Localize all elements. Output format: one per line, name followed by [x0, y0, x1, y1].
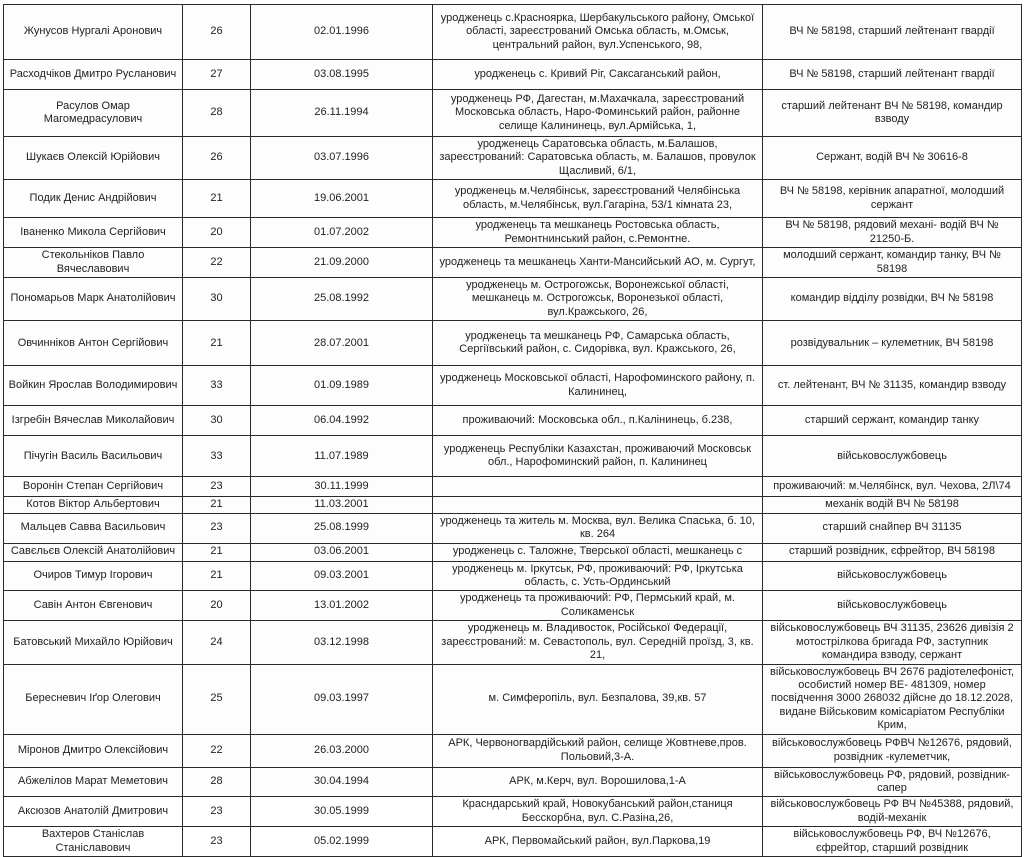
- cell-dob: 28.07.2001: [251, 321, 433, 366]
- cell-service: військовослужбовець РФ, ВЧ №12676, єфрейтор, старший розвідник: [763, 827, 1022, 857]
- table-row: [4, 734, 1022, 767]
- cell-place: АРК, м.Керч, вул. Ворошилова,1-А: [433, 767, 763, 797]
- cell-age: 27: [183, 60, 251, 90]
- table-row: [4, 218, 1022, 248]
- cell-name: Вахтеров Станіслав Станіславович: [4, 827, 183, 857]
- cell-age: 21: [183, 321, 251, 366]
- cell-name: Міронов Дмитро Олексійович: [4, 734, 183, 767]
- cell-dob: 03.06.2001: [251, 543, 433, 561]
- cell-service: військовослужбовець ВЧ 2676 радіотелефоніст, особистий номер ВЕ- 481309, номер посвідчення 3000 268032 дійсне до 18.12.2028, видане Військовим комісаріатом Республіки Крим,: [763, 664, 1022, 734]
- cell-service: ВЧ № 58198, старший лейтенант гвардії: [763, 60, 1022, 90]
- table-row: [4, 767, 1022, 797]
- cell-dob: 11.07.1989: [251, 436, 433, 477]
- cell-age: 26: [183, 5, 251, 60]
- cell-place: АРК, Первомайський район, вул.Паркова,19: [433, 827, 763, 857]
- table-row: [4, 436, 1022, 477]
- cell-age: 23: [183, 477, 251, 497]
- cell-service: військовослужбовець: [763, 436, 1022, 477]
- cell-name: Шукаєв Олексій Юрійович: [4, 137, 183, 180]
- cell-dob: 25.08.1999: [251, 513, 433, 543]
- cell-place: уродженець с. Кривий Ріг, Саксаганський район,: [433, 60, 763, 90]
- cell-name: Подик Денис Андрійович: [4, 180, 183, 218]
- cell-service: Сержант, водій ВЧ № 30616-8: [763, 137, 1022, 180]
- cell-name: Бересневич Іґор Олегович: [4, 664, 183, 734]
- cell-age: 20: [183, 591, 251, 621]
- cell-place: уродженець та мешканець РФ, Самарська область, Сергіївський район, с. Сидорівка, вул. Кражського, 26,: [433, 321, 763, 366]
- cell-service: старший снайпер ВЧ 31135: [763, 513, 1022, 543]
- table-row: [4, 513, 1022, 543]
- table-row: [4, 180, 1022, 218]
- cell-name: Абжелілов Марат Меметович: [4, 767, 183, 797]
- cell-name: Стекольніков Павло Вячеславович: [4, 248, 183, 278]
- cell-place: уродженець Саратовська область, м.Балашов, зареєстрований: Саратовська область, м. Балашов, провулок Щасливий, 6/1,: [433, 137, 763, 180]
- cell-name: Котов Віктор Альбертович: [4, 497, 183, 513]
- cell-service: командир відділу розвідки, ВЧ № 58198: [763, 278, 1022, 321]
- cell-age: 28: [183, 90, 251, 137]
- cell-name: Савін Антон Євгенович: [4, 591, 183, 621]
- table-row: [4, 90, 1022, 137]
- cell-name: Расулов Омар Магомедрасулович: [4, 90, 183, 137]
- table-row: [4, 827, 1022, 857]
- cell-dob: 11.03.2001: [251, 497, 433, 513]
- cell-age: 21: [183, 543, 251, 561]
- cell-name: Іваненко Микола Сергійович: [4, 218, 183, 248]
- cell-name: Пономарьов Марк Анатолійович: [4, 278, 183, 321]
- cell-service: військовослужбовець: [763, 561, 1022, 591]
- personnel-table-body: [4, 5, 1022, 857]
- table-row: [4, 664, 1022, 734]
- cell-service: військовослужбовець ВЧ 31135, 23626 дивізія 2 мотострілкова бригада РФ, заступник командира взводу, сержант: [763, 621, 1022, 664]
- cell-service: старший сержант, командир танку: [763, 406, 1022, 436]
- cell-place: проживаючий: Московська обл., п.Калінинець, б.238,: [433, 406, 763, 436]
- table-row: [4, 366, 1022, 406]
- cell-name: Аксюзов Анатолій Дмитрович: [4, 797, 183, 827]
- cell-dob: 01.07.2002: [251, 218, 433, 248]
- table-row: [4, 278, 1022, 321]
- cell-age: 21: [183, 497, 251, 513]
- cell-dob: 21.09.2000: [251, 248, 433, 278]
- cell-dob: 19.06.2001: [251, 180, 433, 218]
- cell-service: розвідувальник – кулеметник, ВЧ 58198: [763, 321, 1022, 366]
- cell-name: Пічугін Василь Васильович: [4, 436, 183, 477]
- table-row: [4, 561, 1022, 591]
- cell-dob: 30.05.1999: [251, 797, 433, 827]
- cell-age: 20: [183, 218, 251, 248]
- cell-name: Ізгребін Вячеслав Миколайович: [4, 406, 183, 436]
- personnel-table: [3, 4, 1022, 857]
- cell-service: ст. лейтенант, ВЧ № 31135, командир взводу: [763, 366, 1022, 406]
- cell-name: Расходчіков Дмитро Русланович: [4, 60, 183, 90]
- cell-place: уродженець РФ, Дагестан, м.Махачкала, зареєстрований Московська область, Наро-Фоминський район, районне селище Калининець, вул.Армійська, 1,: [433, 90, 763, 137]
- cell-place: уродженець м. Острогожськ, Воронежської області, мешканець м. Острогожськ, Воронезької області, вул.Кражського, 26,: [433, 278, 763, 321]
- cell-dob: 26.11.1994: [251, 90, 433, 137]
- cell-place: уродженець м. Іркутськ, РФ, проживаючий: РФ, Іркутська область, с. Усть-Ординський: [433, 561, 763, 591]
- cell-dob: 03.08.1995: [251, 60, 433, 90]
- table-row: [4, 60, 1022, 90]
- cell-service: ВЧ № 58198, старший лейтенант гвардії: [763, 5, 1022, 60]
- cell-service: військовослужбовець РФ ВЧ №45388, рядовий, водій-механік: [763, 797, 1022, 827]
- table-row: [4, 137, 1022, 180]
- cell-place: [433, 497, 763, 513]
- cell-age: 30: [183, 278, 251, 321]
- cell-age: 23: [183, 513, 251, 543]
- table-row: [4, 591, 1022, 621]
- cell-name: Батовський Михайло Юрійович: [4, 621, 183, 664]
- cell-dob: 02.01.1996: [251, 5, 433, 60]
- cell-dob: 06.04.1992: [251, 406, 433, 436]
- cell-service: старший лейтенант ВЧ № 58198, командир взводу: [763, 90, 1022, 137]
- table-row: [4, 477, 1022, 497]
- cell-dob: 01.09.1989: [251, 366, 433, 406]
- cell-age: 26: [183, 137, 251, 180]
- cell-dob: 09.03.1997: [251, 664, 433, 734]
- cell-dob: 09.03.2001: [251, 561, 433, 591]
- cell-place: уродженець Республіки Казахстан, проживаючий Московськ обл., Нарофоминский район, п. Калининец: [433, 436, 763, 477]
- cell-service: ВЧ № 58198, керівник апаратної, молодший сержант: [763, 180, 1022, 218]
- cell-age: 23: [183, 797, 251, 827]
- cell-place: уродженець Московської області, Нарофоминского району, п. Калининец,: [433, 366, 763, 406]
- table-row: [4, 406, 1022, 436]
- cell-place: уродженець м. Владивосток, Російської Федерації, зареєстрований: м. Севастополь, вул. Середній проїзд, 3, кв. 21,: [433, 621, 763, 664]
- table-row: [4, 248, 1022, 278]
- cell-place: уродженець с.Красноярка, Шербакульського району, Омської області, зареєстрований Омська область, м.Омськ, центральний район, вул.Успенського, 98,: [433, 5, 763, 60]
- cell-place: м. Симферопіль, вул. Безпалова, 39,кв. 57: [433, 664, 763, 734]
- cell-age: 30: [183, 406, 251, 436]
- cell-name: Очиров Тимур Ігорович: [4, 561, 183, 591]
- cell-age: 22: [183, 734, 251, 767]
- cell-dob: 03.12.1998: [251, 621, 433, 664]
- table-row: [4, 497, 1022, 513]
- cell-age: 25: [183, 664, 251, 734]
- cell-dob: 03.07.1996: [251, 137, 433, 180]
- cell-name: Жунусов Нургалі Аронович: [4, 5, 183, 60]
- cell-age: 22: [183, 248, 251, 278]
- cell-place: уродженець с. Таложне, Тверської області, мешканець с: [433, 543, 763, 561]
- table-row: [4, 321, 1022, 366]
- cell-name: Овчинніков Антон Сергійович: [4, 321, 183, 366]
- cell-place: уродженець м.Челябінськ, зареєстрований Челябінська область, м.Челябінськ, вул.Гагаріна, 53/1 кімната 23,: [433, 180, 763, 218]
- cell-name: Мальцев Савва Васильович: [4, 513, 183, 543]
- cell-age: 24: [183, 621, 251, 664]
- cell-service: молодший сержант, командир танку, ВЧ № 58198: [763, 248, 1022, 278]
- cell-place: уродженець та мешканець Ханти-Мансийський АО, м. Сургут,: [433, 248, 763, 278]
- cell-service: військовослужбовець РФ, рядовий, розвідник-сапер: [763, 767, 1022, 797]
- cell-dob: 30.04.1994: [251, 767, 433, 797]
- cell-place: [433, 477, 763, 497]
- cell-service: військовослужбовець: [763, 591, 1022, 621]
- cell-name: Войкин Ярослав Володимирович: [4, 366, 183, 406]
- document-page: [0, 4, 1024, 854]
- cell-service: військовослужбовець РФВЧ №12676, рядовий, розвідник -кулеметчик,: [763, 734, 1022, 767]
- cell-dob: 13.01.2002: [251, 591, 433, 621]
- cell-age: 28: [183, 767, 251, 797]
- cell-age: 33: [183, 366, 251, 406]
- cell-age: 21: [183, 180, 251, 218]
- cell-dob: 05.02.1999: [251, 827, 433, 857]
- cell-service: механік водій ВЧ № 58198: [763, 497, 1022, 513]
- cell-name: Савєльєв Олексій Анатолійович: [4, 543, 183, 561]
- cell-age: 33: [183, 436, 251, 477]
- cell-place: уродженець та мешканець Ростовська область, Ремонтнинський район, с.Ремонтне.: [433, 218, 763, 248]
- cell-place: АРК, Червоногвардійський район, селище Жовтневе,пров. Польовий,3-А.: [433, 734, 763, 767]
- cell-age: 23: [183, 827, 251, 857]
- cell-service: старший розвідник, єфрейтор, ВЧ 58198: [763, 543, 1022, 561]
- cell-name: Воронін Степан Сергійович: [4, 477, 183, 497]
- cell-service: ВЧ № 58198, рядовий механі- водій ВЧ № 21250-Б.: [763, 218, 1022, 248]
- cell-place: уродженець та проживаючий: РФ, Пермський край, м. Соликаменськ: [433, 591, 763, 621]
- cell-dob: 26.03.2000: [251, 734, 433, 767]
- cell-place: уродженець та житель м. Москва, вул. Велика Спаська, б. 10, кв. 264: [433, 513, 763, 543]
- cell-dob: 25.08.1992: [251, 278, 433, 321]
- cell-place: Красндарський край, Новокубанський район,станиця Бесскорбна, вул. С.Разіна,26,: [433, 797, 763, 827]
- cell-dob: 30.11.1999: [251, 477, 433, 497]
- table-row: [4, 621, 1022, 664]
- table-row: [4, 543, 1022, 561]
- cell-age: 21: [183, 561, 251, 591]
- table-row: [4, 5, 1022, 60]
- cell-service: проживаючий: м.Челябінск, вул. Чехова, 2Л\74: [763, 477, 1022, 497]
- table-row: [4, 797, 1022, 827]
